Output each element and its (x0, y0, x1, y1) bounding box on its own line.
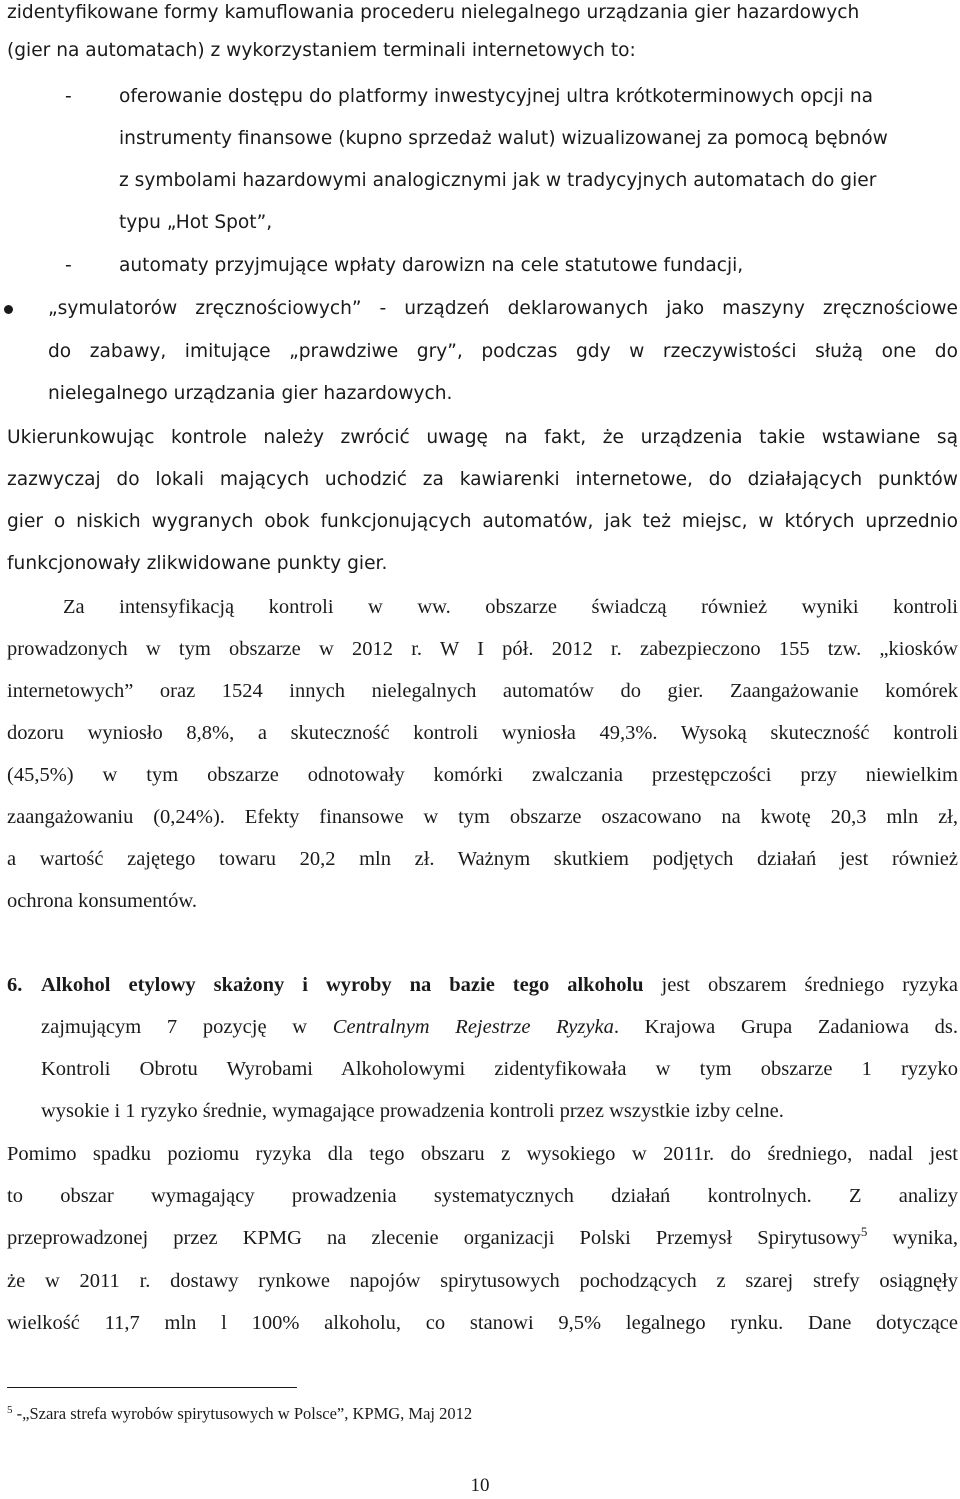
intro-line: (gier na automatach) z wykorzystaniem terminali internetowych to: (7, 40, 636, 61)
paragraph-line: (45,5%) w tym obszarze odnotowały komórki zwalczania przestępczości przy niewielkim (7, 764, 958, 786)
paragraph-line: zaangażowaniu (0,24%). Efekty finansowe w tym obszarze oszacowano na kwotę 20,3 mln zł, (7, 806, 958, 828)
paragraph-line: ochrona konsumentów. (7, 890, 197, 912)
paragraph-text: przeprowadzonej przez KPMG na zlecenie organizacji Polski Przemysł Spirytusowy (7, 1227, 861, 1249)
paragraph-line: wielkość 11,7 mln l 100% alkoholu, co stanowi 9,5% legalnego rynku. Dane dotyczące (7, 1312, 958, 1334)
intro-line: zidentyfikowane formy kamuflowania procederu nielegalnego urządzania gier hazardowych (7, 2, 860, 23)
section-heading-rest: jest obszarem średniego ryzyka (643, 974, 958, 996)
dash-item-line: automaty przyjmujące wpłaty darowizn na cele statutowe fundacji, (119, 255, 744, 276)
paragraph-line: to obszar wymagający prowadzenia systematycznych działań kontrolnych. Z analizy (7, 1185, 958, 1207)
dash-item-line: z symbolami hazardowymi analogicznymi jak w tradycyjnych automatach do gier (119, 170, 877, 191)
bullet-item-line: do zabawy, imitujące „prawdziwe gry”, podczas gdy w rzeczywistości służą one do (48, 341, 958, 362)
dash-marker: - (65, 255, 72, 276)
section-line: Kontroli Obrotu Wyrobami Alkoholowymi zidentyfikowała w tym obszarze 1 ryzyko (41, 1058, 958, 1080)
paragraph-line: że w 2011 r. dostawy rynkowe napojów spirytusowych pochodzących z szarej strefy osiągnęły (7, 1270, 958, 1292)
paragraph-line: Pomimo spadku poziomu ryzyka dla tego obszaru z wysokiego w 2011r. do średniego, nadal jest (7, 1143, 958, 1165)
paragraph-line: funkcjonowały zlikwidowane punkty gier. (7, 553, 388, 574)
paragraph-line: dozoru wyniosło 8,8%, a skuteczność kontroli wyniosła 49,3%. Wysoką skuteczność kontroli (7, 722, 958, 744)
paragraph-line: Za intensyfikacją kontroli w ww. obszarze świadczą również wyniki kontroli (63, 596, 958, 618)
paragraph-line: internetowych” oraz 1524 innych nielegalnych automatów do gier. Zaangażowanie komórek (7, 680, 958, 702)
dash-marker: - (65, 86, 72, 107)
dash-item-line: typu „Hot Spot”, (119, 212, 273, 233)
footnote-mark: 5 (7, 1404, 13, 1416)
footnote-separator (7, 1387, 297, 1388)
dash-item-line: oferowanie dostępu do platformy inwestycyjnej ultra krótkoterminowych opcji na (119, 86, 874, 107)
section-title: Alkohol etylowy skażony i wyroby na bazie tego alkoholu (41, 974, 644, 996)
page-number: 10 (470, 1475, 490, 1496)
bullet-item-line: nielegalnego urządzania gier hazardowych. (48, 383, 453, 404)
footnote-text: -„Szara strefa wyrobów spirytusowych w Polsce”, KPMG, Maj 2012 (12, 1404, 473, 1423)
bullet-icon (4, 305, 13, 314)
dash-item-line: instrumenty finansowe (kupno sprzedaż walut) wizualizowanej za pomocą bębnów (119, 128, 888, 149)
paragraph-line: prowadzonych w tym obszarze w 2012 r. W I pół. 2012 r. zabezpieczono 155 tzw. „kiosków (7, 638, 958, 660)
paragraph-text: wynika, (867, 1227, 958, 1249)
register-name: Centralnym Rejestrze Ryzyka (332, 1016, 614, 1038)
section-text: . Krajowa Grupa Zadaniowa ds. (613, 1016, 958, 1038)
footnote-reference[interactable]: 5 (860, 1224, 868, 1239)
section-line (41, 1014, 958, 1040)
section-text: zajmującym 7 pozycję w (41, 1016, 333, 1038)
paragraph-line (7, 1225, 958, 1251)
section-number: 6. (7, 974, 23, 996)
paragraph-line: a wartość zajętego towaru 20,2 mln zł. Ważnym skutkiem podjętych działań jest również (7, 848, 958, 870)
paragraph-line: zazwyczaj do lokali mających uchodzić za kawiarenki internetowe, do działających punktów (7, 469, 958, 490)
footnote (7, 1401, 472, 1427)
paragraph-line: gier o niskich wygranych obok funkcjonujących automatów, jak też miejsc, w których uprzednio (7, 511, 958, 532)
section-heading-line (41, 972, 958, 998)
paragraph-line: Ukierunkowując kontrole należy zwrócić uwagę na fakt, że urządzenia takie wstawiane są (7, 427, 958, 448)
section-line: wysokie i 1 ryzyko średnie, wymagające prowadzenia kontroli przez wszystkie izby celne. (41, 1100, 784, 1122)
bullet-item-line: „symulatorów zręcznościowych” - urządzeń deklarowanych jako maszyny zręcznościowe (48, 298, 958, 319)
